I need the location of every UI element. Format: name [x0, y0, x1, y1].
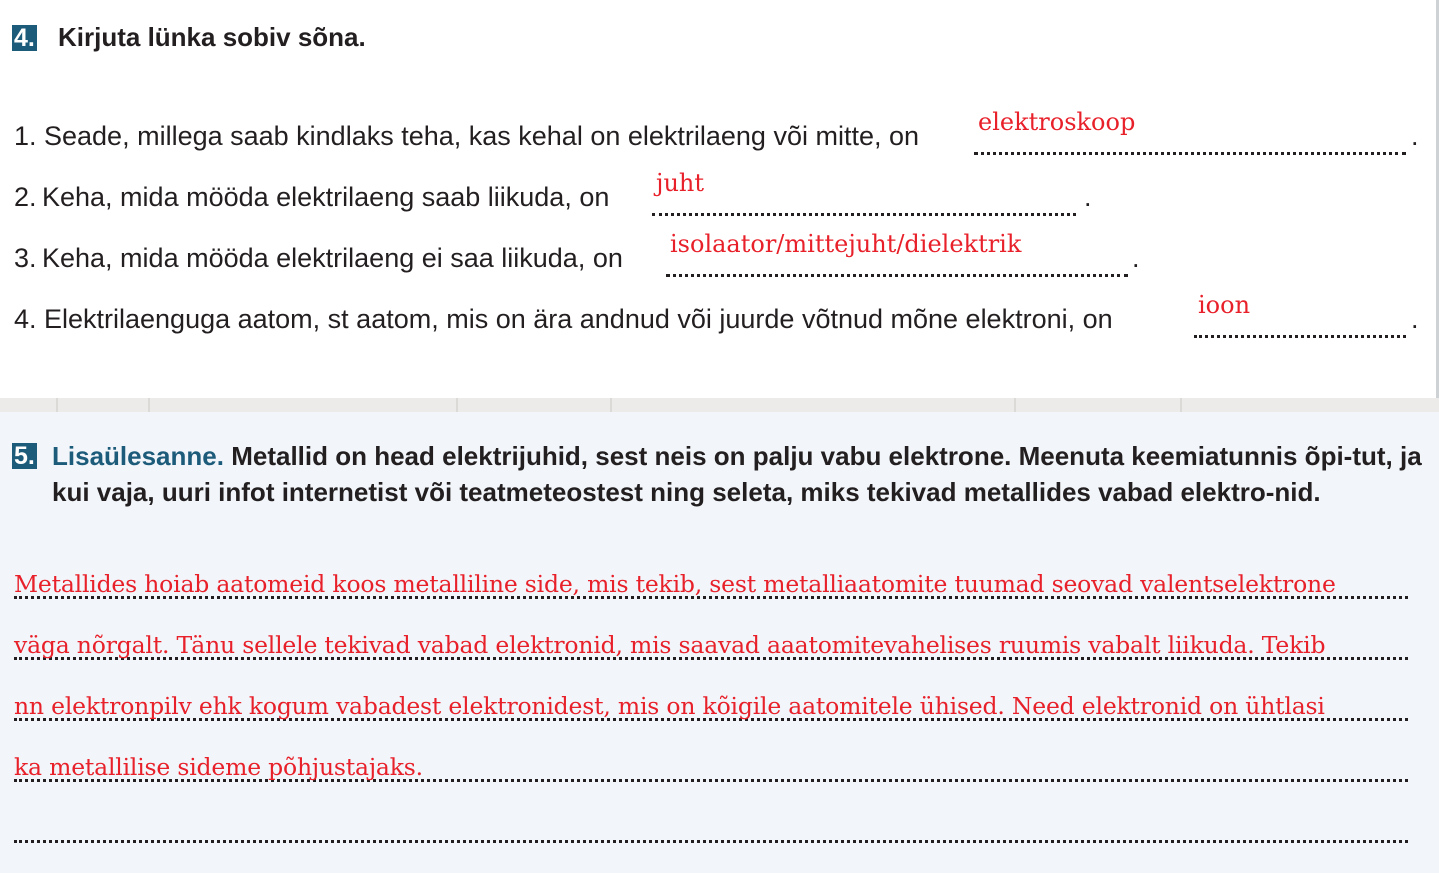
divider-mark	[148, 398, 150, 412]
divider-mark	[456, 398, 458, 412]
sentence-end: .	[1132, 243, 1140, 273]
question-number: 2.	[14, 182, 37, 212]
divider-mark	[1180, 398, 1182, 412]
answer-text: juht	[656, 169, 704, 197]
task-4-number: 4.	[14, 24, 35, 52]
divider-mark	[1014, 398, 1016, 412]
question-number: 4.	[14, 304, 37, 334]
answer-line[interactable]	[14, 688, 1408, 721]
answer-line-text: Metallides hoiab aatomeid koos metalliline side, mis tekib, sest metalliaatomite tuumad seovad valentselektrone	[14, 570, 1336, 598]
question-text: Keha, mida mööda elektrilaeng ei saa liikuda, on	[42, 243, 623, 273]
sentence-end: .	[1411, 304, 1419, 334]
question-3	[14, 230, 1164, 280]
task-4-title: Kirjuta lünka sobiv sõna.	[58, 22, 366, 52]
question-4	[14, 291, 1424, 341]
answer-line[interactable]	[14, 749, 1408, 782]
question-text: Elektrilaenguga aatom, st aatom, mis on ära andnud või juurde võtnud mõne elektroni, on	[44, 304, 1113, 334]
answer-line[interactable]	[14, 627, 1408, 660]
question-text: Seade, millega saab kindlaks teha, kas kehal on elektrilaeng või mitte, on	[44, 121, 920, 151]
divider-mark	[56, 398, 58, 412]
sentence-end: .	[1084, 182, 1092, 212]
answer-line[interactable]	[14, 810, 1408, 843]
answer-text: ioon	[1198, 291, 1251, 319]
task-5-prompt: Metallid on head elektrijuhid, sest neis on palju vabu elektrone. Meenuta keemiatunnis õpi-tut, ja kui vaja, uuri infot internetist või teatmeteostest ning seleta, miks tekivad metallides vabad elektro-nid.	[52, 441, 1422, 507]
answer-line[interactable]	[14, 566, 1408, 599]
section-divider	[0, 398, 1439, 412]
answer-text: elektroskoop	[978, 108, 1136, 136]
question-1	[14, 108, 1424, 158]
task-5-instructions	[52, 438, 1432, 510]
task-5-label: Lisaülesanne.	[52, 441, 224, 471]
answer-text: isolaator/mittejuht/dielektrik	[670, 230, 1022, 258]
divider-mark	[610, 398, 612, 412]
question-number: 1.	[14, 121, 37, 151]
answer-line-text: nn elektronpilv ehk kogum vabadest elektronidest, mis on kõigile aatomitele ühised. Need elektronid on ühtlasi	[14, 692, 1325, 720]
answer-line-text: väga nõrgalt. Tänu sellele tekivad vabad elektronid, mis saavad aaatomitevahelises ruumis vabalt liikuda. Tekib	[14, 631, 1326, 659]
answer-blank[interactable]	[652, 169, 1076, 216]
sentence-end: .	[1411, 121, 1419, 151]
task-5-number: 5.	[14, 442, 35, 470]
question-text: Keha, mida mööda elektrilaeng saab liikuda, on	[42, 182, 610, 212]
answer-blank[interactable]	[666, 230, 1128, 277]
answer-blank[interactable]	[1194, 291, 1406, 338]
question-number: 3.	[14, 243, 37, 273]
answer-blank[interactable]	[974, 108, 1406, 155]
question-2	[14, 169, 1114, 219]
answer-line-text: ka metallilise sideme põhjustajaks.	[14, 753, 423, 781]
